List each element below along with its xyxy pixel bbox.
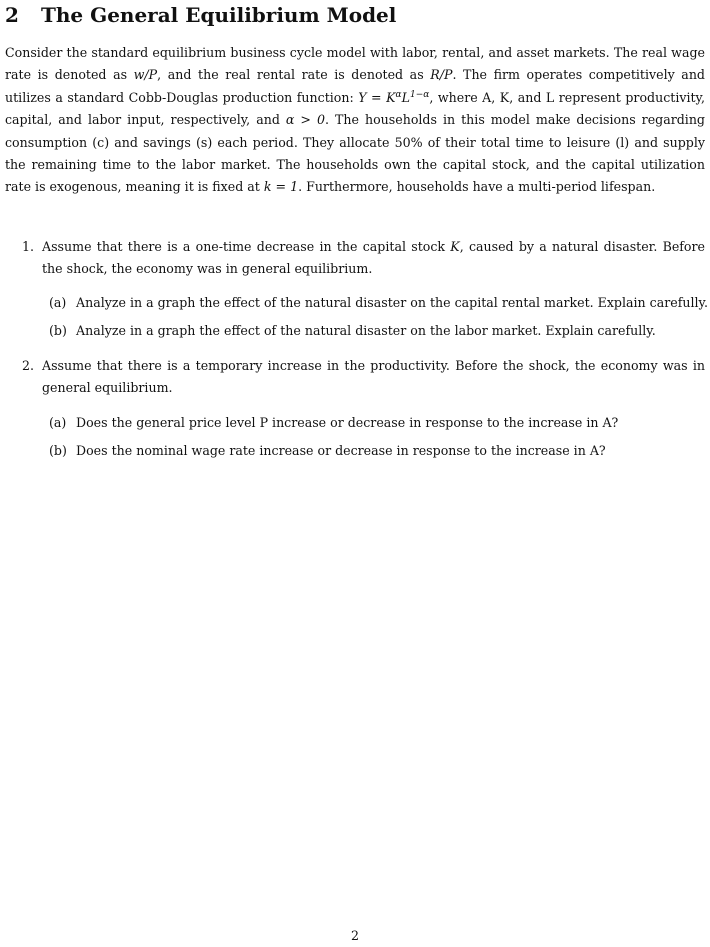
intro-paragraph bbox=[5, 42, 705, 199]
intro-text-1: Consider the standard equilibrium business cycle model with labor, rental, and asset markets. The real wage rate is denoted as bbox=[5, 45, 705, 83]
question-2b-label: (b) bbox=[49, 443, 67, 458]
intro-math-utilization: k = 1 bbox=[263, 179, 299, 195]
intro-text-4: , where A, K, and L represent productivity, capital, and labor input, respectively, and bbox=[5, 89, 705, 128]
question-2-label: 2. bbox=[22, 358, 35, 373]
page-number: 2 bbox=[350, 928, 359, 943]
intro-math-rental: R/P bbox=[430, 67, 453, 83]
section-number: 2 bbox=[5, 3, 19, 27]
intro-math-wage: w/P bbox=[133, 67, 158, 83]
question-1-math-k: K bbox=[450, 239, 460, 254]
intro-text-6: . Furthermore, households have a multi-period lifespan. bbox=[298, 179, 656, 195]
question-2-text: Assume that there is a temporary increase in the productivity. Before the shock, the economy was in general equilibrium. bbox=[42, 358, 705, 396]
question-1b bbox=[49, 320, 656, 342]
question-1a-text: Analyze in a graph the effect of the natural disaster on the capital rental market. Explain carefully. bbox=[76, 295, 708, 310]
intro-text-5: . The households in this model make decisions regarding consumption (c) and savings (s) each period. They allocate 50% of their total time to leisure (l) and supply the remaining time to the labor market. The households own the capital stock, and the capital utilization rate is exogenous, meaning it is fixed at bbox=[5, 112, 705, 195]
question-2a-label: (a) bbox=[49, 415, 67, 430]
question-2b-text: Does the nominal wage rate increase or decrease in response to the increase in A? bbox=[76, 443, 606, 458]
question-2a-text: Does the general price level P increase or decrease in response to the increase in A? bbox=[76, 415, 619, 430]
intro-math-production-function: $Y = K^\alpha L^{1-\alpha}$ bbox=[358, 89, 430, 105]
question-1a bbox=[49, 292, 708, 314]
question-2a bbox=[49, 412, 619, 434]
question-2b bbox=[49, 440, 606, 462]
intro-math-alpha: α > 0 bbox=[285, 112, 325, 128]
section-title: The General Equilibrium Model bbox=[41, 3, 397, 27]
question-1a-label: (a) bbox=[49, 295, 67, 310]
question-1b-label: (b) bbox=[49, 323, 67, 338]
question-1-text-a: Assume that there is a one-time decrease in the capital stock bbox=[42, 239, 451, 254]
question-1-label: 1. bbox=[22, 239, 35, 254]
question-2 bbox=[22, 355, 705, 400]
intro-text-3: . The firm operates competitively and utilizes a standard Cobb-Douglas production function: bbox=[5, 67, 705, 105]
question-1b-text: Analyze in a graph the effect of the natural disaster on the labor market. Explain carefully. bbox=[76, 323, 656, 338]
intro-text-2: , and the real rental rate is denoted as bbox=[157, 67, 431, 83]
question-1 bbox=[22, 236, 705, 281]
question-1-text-b: , caused by a natural disaster. Before the shock, the economy was in general equilibrium. bbox=[42, 239, 705, 277]
section-heading bbox=[5, 2, 396, 28]
